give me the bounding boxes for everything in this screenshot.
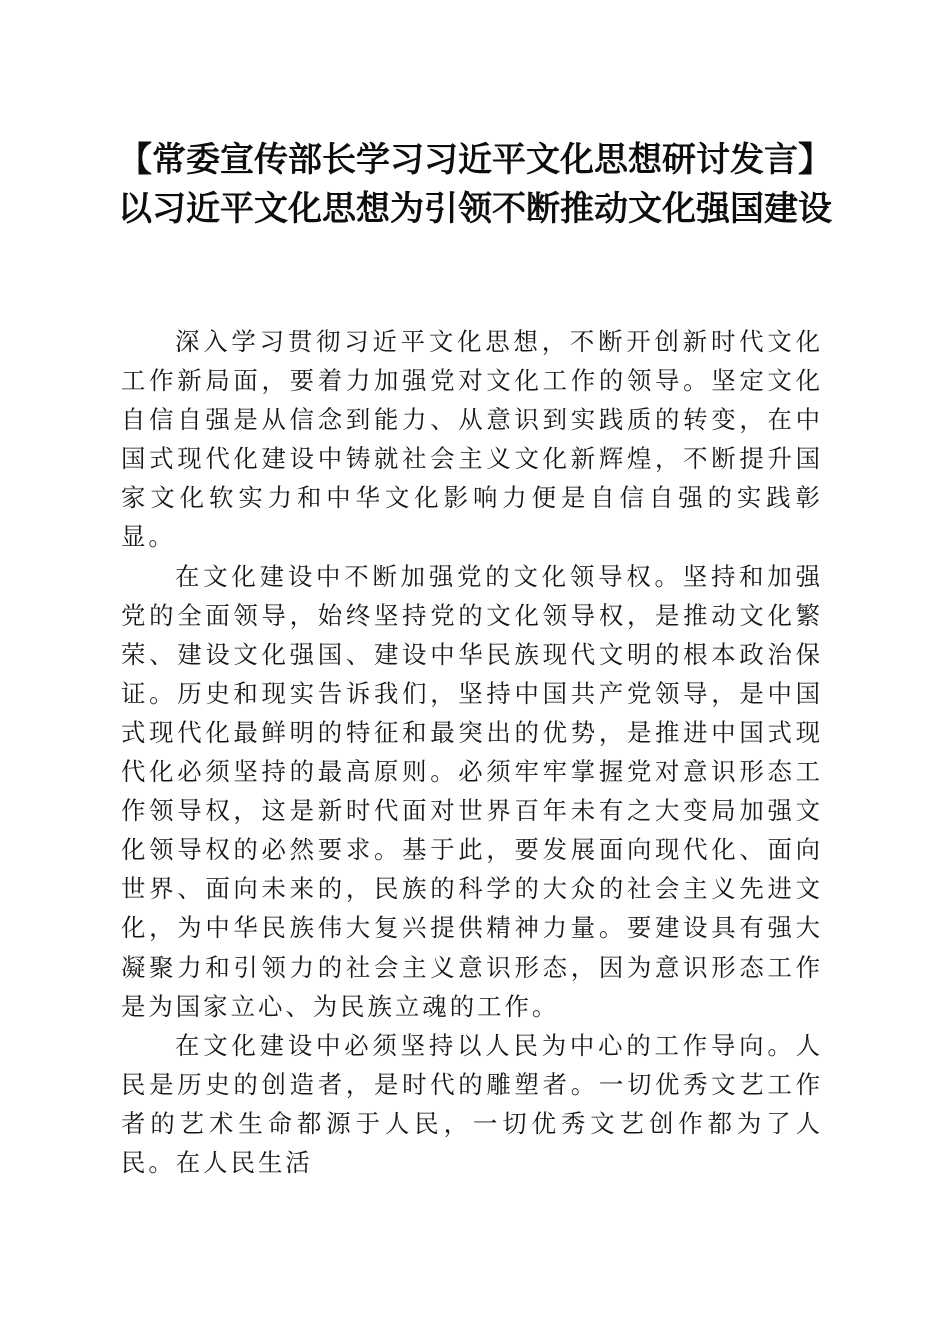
body-paragraph-3: 在文化建设中必须坚持以人民为中心的工作导向。人民是历史的创造者，是时代的雕塑者。一切优秀文艺工作者的艺术生命都源于人民，一切优秀文艺创作都为了人民。在人民生活 — [121, 1030, 823, 1177]
body-paragraph-2: 在文化建设中不断加强党的文化领导权。坚持和加强党的全面领导，始终坚持党的文化领导权，是推动文化繁荣、建设文化强国、建设中华民族现代文明的根本政治保证。历史和现实告诉我们，坚持中国共产党领导，是中国式现代化最鲜明的特征和最突出的优势，是推进中国式现代化必须坚持的最高原则。必须牢牢掌握党对意识形态工作领导权，这是新时代面对世界百年未有之大变局加强文化领导权的必然要求。基于此，要发展面向现代化、面向世界、面向未来的，民族的科学的大众的社会主义先进文化，为中华民族伟大复兴提供精神力量。要建设具有强大凝聚力和引领力的社会主义意识形态，因为意识形态工作是为国家立心、为民族立魂的工作。 — [121, 561, 823, 1021]
document-title: 【常委宣传部长学习习近平文化思想研讨发言】以习近平文化思想为引领不断推动文化强国建设 — [118, 140, 832, 229]
body-paragraph-1: 深入学习贯彻习近平文化思想，不断开创新时代文化工作新局面，要着力加强党对文化工作的领导。坚定文化自信自强是从信念到能力、从意识到实践质的转变，在中国式现代化建设中铸就社会主义文化新辉煌，不断提升国家文化软实力和中华文化影响力便是自信自强的实践彰显。 — [121, 327, 823, 552]
document-body — [121, 322, 823, 1182]
